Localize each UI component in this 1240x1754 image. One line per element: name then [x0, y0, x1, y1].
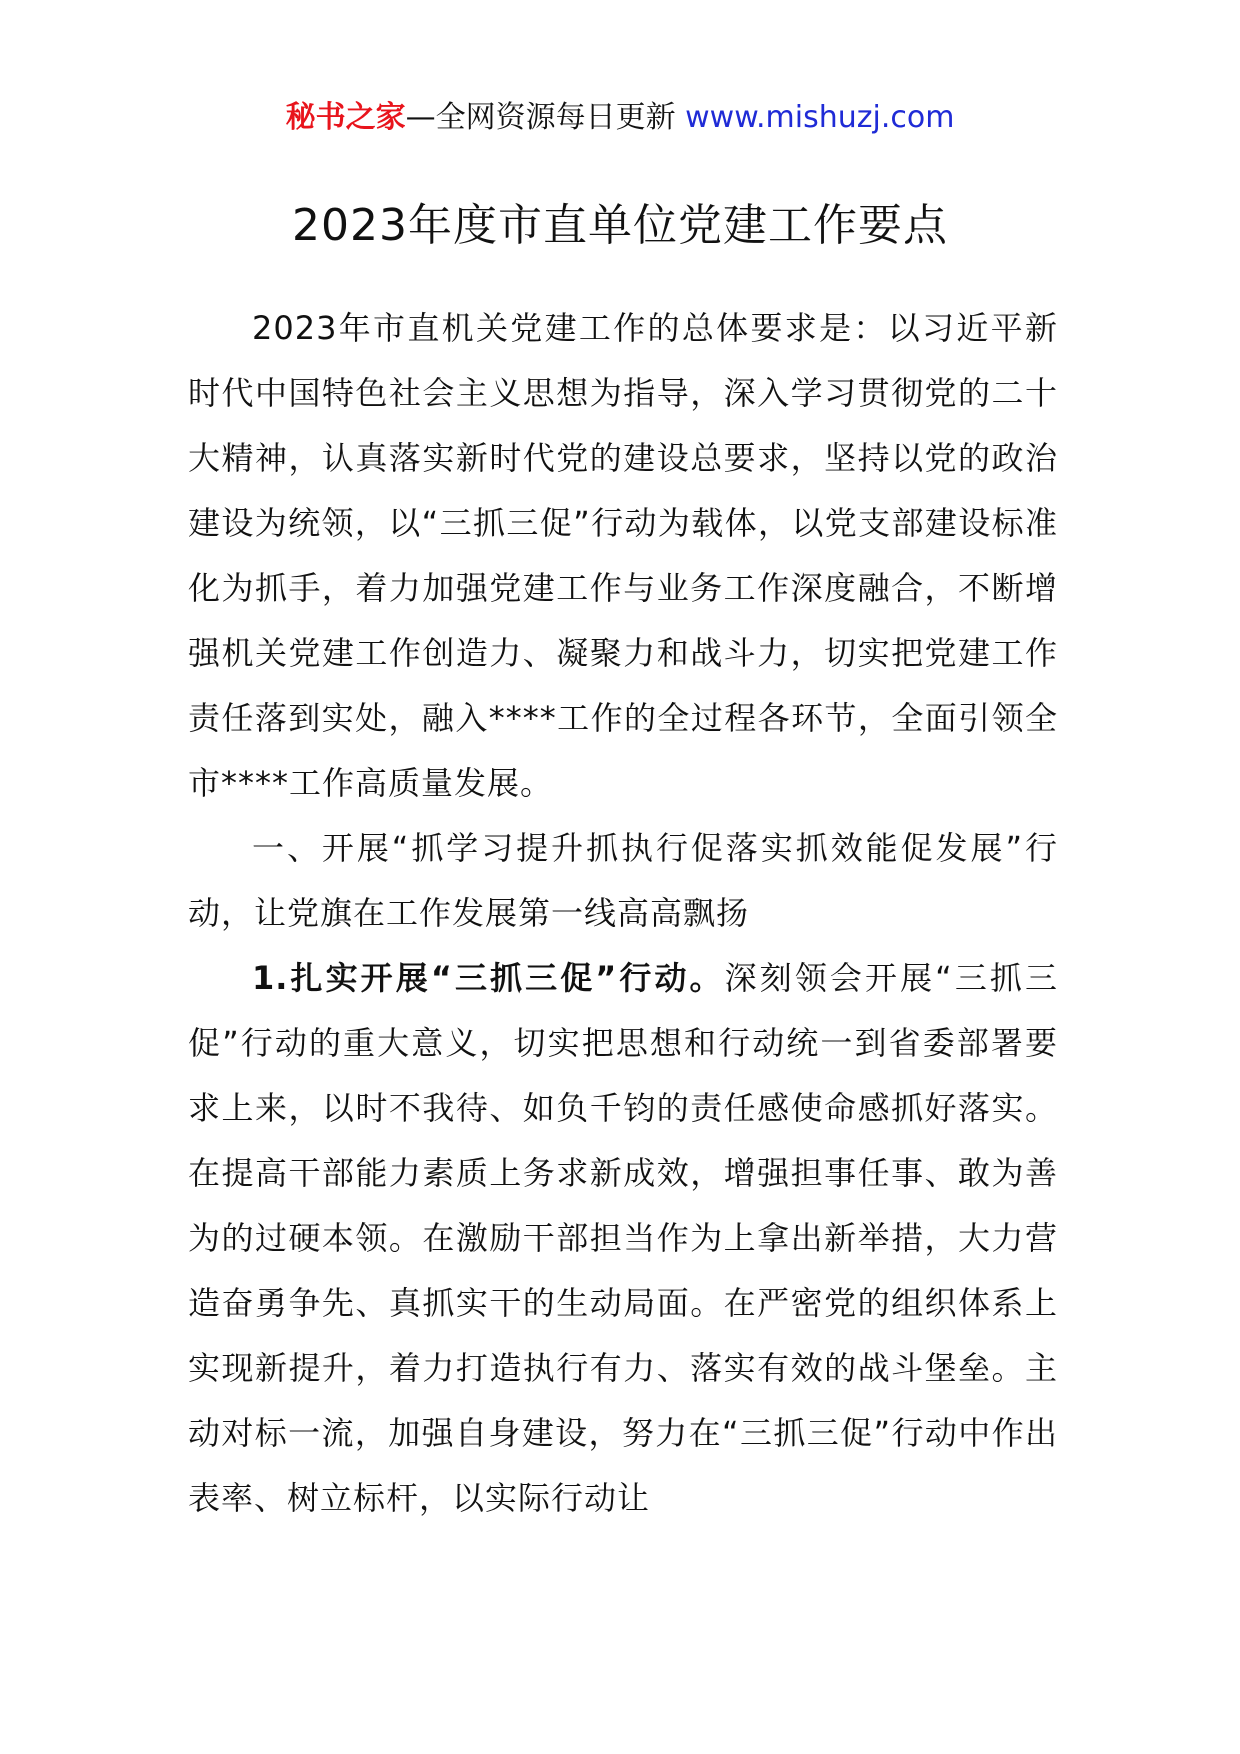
site-tagline: —全网资源每日更新 [405, 100, 686, 135]
item-heading-1: 1.扎实开展“三抓三促”行动。 [252, 959, 725, 997]
item-paragraph-1 [188, 946, 1058, 1531]
section-heading-1: 一、开展“抓学习提升抓执行促落实抓效能促发展”行动，让党旗在工作发展第一线高高飘扬 [188, 829, 1058, 932]
site-brand: 秘书之家 [285, 100, 406, 135]
site-url-link[interactable]: www.mishuzj.com [685, 100, 955, 135]
intro-paragraph: 2023年市直机关党建工作的总体要求是：以习近平新时代中国特色社会主义思想为指导，深入学习贯彻党的二十大精神，认真落实新时代党的建设总要求，坚持以党的政治建设为统领，以“三抓三促”行动为载体，以党支部建设标准化为抓手，着力加强党建工作与业务工作深度融合，不断增强机关党建工作创造力、凝聚力和战斗力，切实把党建工作责任落到实处，融入****工作的全过程各环节，全面引领全市****工作高质量发展。 [188, 309, 1058, 802]
document-body [188, 296, 1058, 1531]
site-header [0, 98, 1240, 138]
item-text-1: 深刻领会开展“三抓三促”行动的重大意义，切实把思想和行动统一到省委部署要求上来，以时不我待、如负千钧的责任感使命感抓好落实。在提高干部能力素质上务求新成效，增强担事任事、敢为善为的过硬本领。在激励干部担当作为上拿出新举措，大力营造奋勇争先、真抓实干的生动局面。在严密党的组织体系上实现新提升，着力打造执行有力、落实有效的战斗堡垒。主动对标一流，加强自身建设，努力在“三抓三促”行动中作出表率、树立标杆，以实际行动让 [188, 959, 1058, 1517]
document-title: 2023年度市直单位党建工作要点 [292, 200, 948, 251]
